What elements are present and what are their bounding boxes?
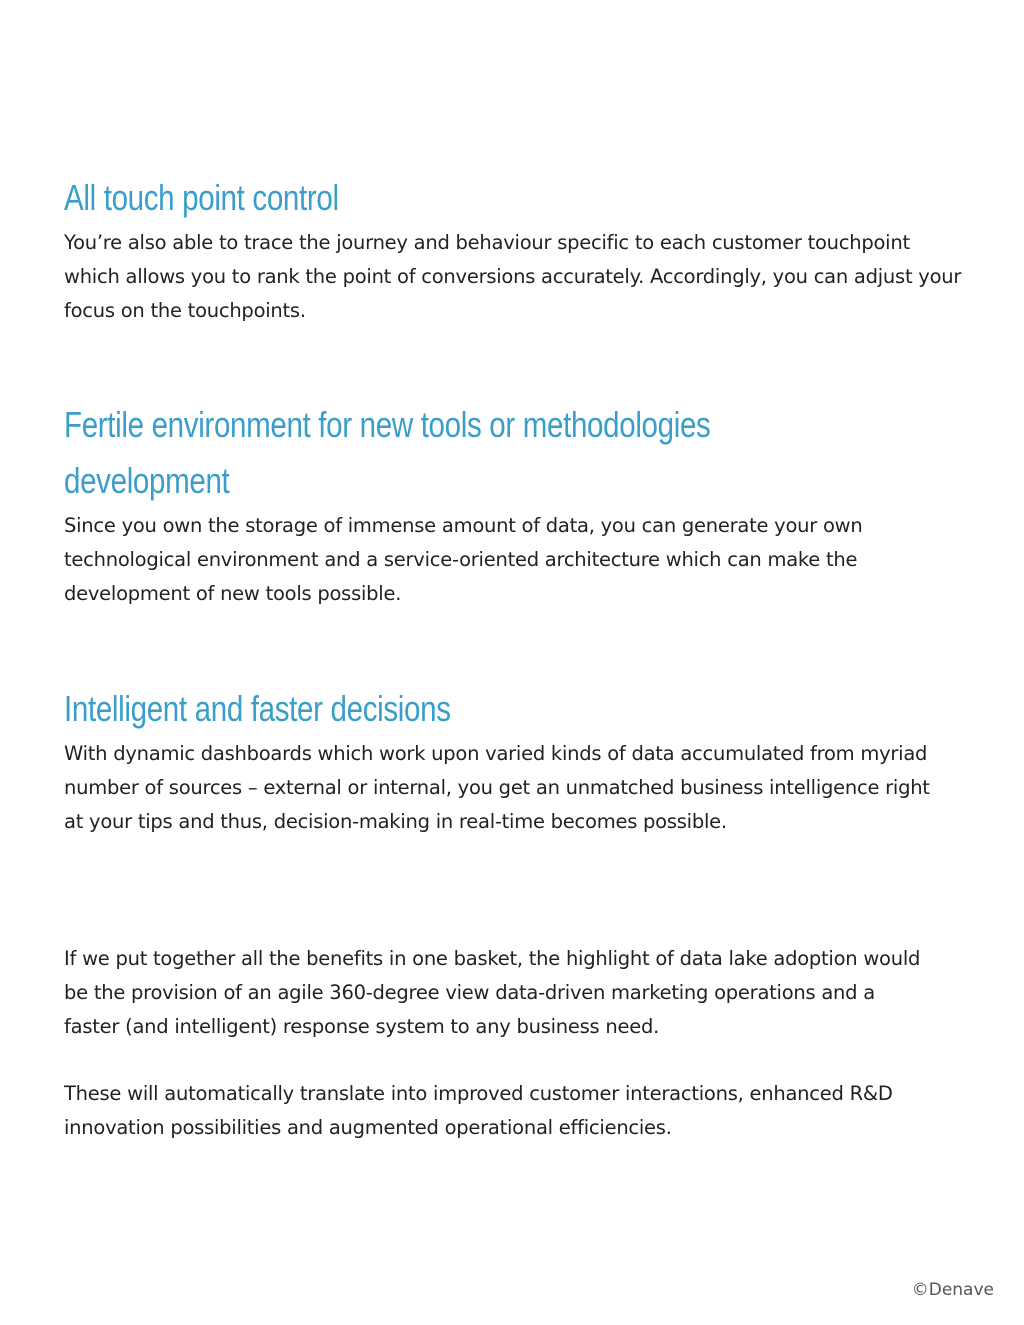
heading-line: All touch point control (64, 177, 339, 218)
closing-text: If we put together all the benefits in one basket, the highlight of data lake adoption would be the provision of an agile 360-degree view data-driven marketing operations and a faster (and intelligent) response system to any business need. (64, 947, 921, 1038)
closing-paragraph-2 (64, 1077, 964, 1145)
section-body: Since you own the storage of immense amount of data, you can generate your own technological environment and a service-oriented architecture which can make the development of new tools possible. (64, 514, 863, 605)
section-body: You’re also able to trace the journey and behaviour specific to each customer touchpoint which allows you to rank the point of conversions accurately. Accordingly, you can adjust your focus on the touchpoints. (64, 231, 962, 322)
section-heading (64, 170, 964, 226)
section-heading (64, 681, 964, 737)
section-all-touch-point-control (64, 170, 964, 328)
section-body: With dynamic dashboards which work upon varied kinds of data accumulated from myriad number of sources – external or internal, you get an unmatched business intelligence right at your tips and thus, decision-making in real-time becomes possible. (64, 742, 930, 833)
copyright-footer: ©Denave (911, 1280, 994, 1300)
heading-line: Fertile environment for new tools or methodologies (64, 404, 711, 445)
closing-paragraph-1 (64, 942, 964, 1044)
heading-line: Intelligent and faster decisions (64, 688, 451, 729)
heading-line: development (64, 460, 230, 501)
section-intelligent-decisions (64, 681, 964, 839)
section-fertile-environment (64, 397, 964, 611)
closing-text: These will automatically translate into improved customer interactions, enhanced R&D innovation possibilities and augmented operational efficiencies. (64, 1082, 893, 1139)
section-heading (64, 397, 964, 509)
